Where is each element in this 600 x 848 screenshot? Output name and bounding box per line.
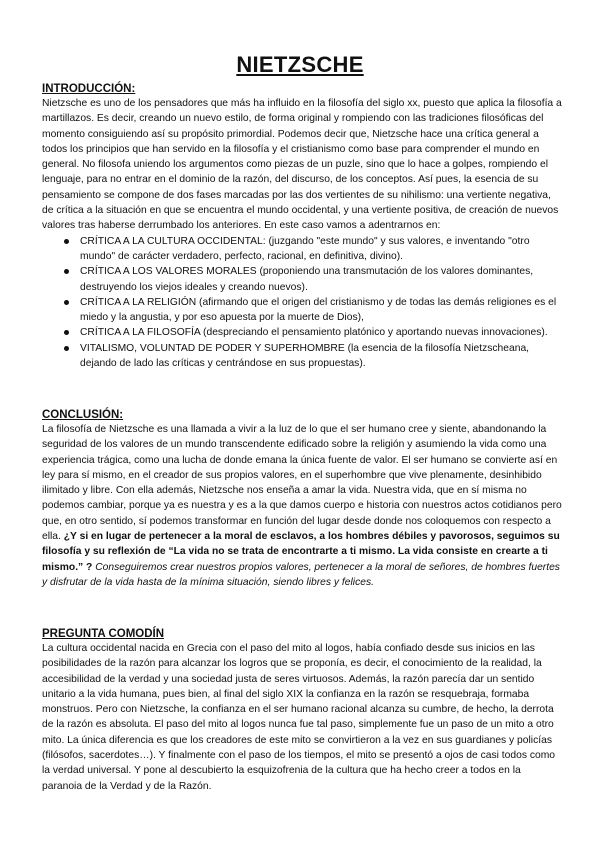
introduccion-list [42,234,562,372]
list-item [80,295,562,326]
list-item [80,325,562,340]
conclusion-section [42,408,562,590]
pregunta-heading: PREGUNTA COMODÍN [42,628,165,640]
list-item [80,234,562,265]
pregunta-paragraph: La cultura occidental nacida en Grecia con el paso del mito al logos, había confiado desde sus inicios en las posibilidades de la razón para alcanzar los logros que se proponía, es decir, el conocimiento de la realidad, la accesibilidad de la verdad y una sociedad justa de seres virtuosos. Además, la razón parecía dar un sentido unitario a la vida humana, pues bien, al final del siglo XIX la confianza en la razón se resquebraja, formaba monstruos. Pero con Nietzsche, la confianza en el ser humano racional alcanza su cumbre, de hecho, la derrota de la razón es absoluta. El paso del mito al logos nunca fue tal paso, simplemente fue un paso de un mito a otro mito. La única diferencia es que los creadores de este mito se convirtieron a la vez en sus guardianes y policías (filósofos, sacerdotes…). Y finalmente con el paso de los tiempos, el mito se presentó a ojos de casi todos como la verdad universal. Y pone al descubierto la esquizofrenia de la cultura que ha hecho creer a todos en la paranoia de la Verdad y de la Razón. [42,643,556,792]
introduccion-heading: INTRODUCCIÓN: [42,83,136,95]
list-item-text: CRÍTICA A LOS VALORES MORALES (proponiendo una transmutación de los valores dominantes, destruyendo los viejos ideales y creando nuevos). [80,266,534,293]
list-item-text: CRÍTICA A LA FILOSOFÍA (despreciando el pensamiento platónico y aportando nuevas innovaciones). [80,327,548,339]
conclusion-text-italic: Conseguiremos crear nuestros propios valores, pertenecer a la moral de señores, de hombres fuertes y disfrutar de la vida hasta de la mínima situación, siendo libres y felices. [42,561,560,588]
list-item [80,341,562,372]
list-item-text: CRÍTICA A LA CULTURA OCCIDENTAL: (juzgando "este mundo" y sus valores, e inventando "otro mundo" de carácter verdadero, perfecto, racional, en definitiva, divino). [80,235,530,262]
list-item-text: CRÍTICA A LA RELIGIÓN (afirmando que el origen del cristianismo y de todas las demás religiones es el miedo y la angustia, y por eso apuesta por la muerte de Dios), [80,296,557,324]
introduccion-section [42,82,562,371]
bullet-icon [64,346,69,351]
conclusion-text-bold: ¿Y si en lugar de pertenecer a la moral de esclavos, a los hombres débiles y pavorosos, seguimos su filosofía y su reflexión de “La vida no se trata de encontrarte a ti mismo. La vida consiste en crearte a ti mismo.” ? [42,531,560,573]
document-title: NIETZSCHE [236,52,364,77]
bullet-icon [64,330,69,335]
introduccion-paragraph: Nietzsche es uno de los pensadores que más ha influido en la filosofía del siglo xx, puesto que aplica la filosofía a martillazos. Es decir, creando un nuevo estilo, de forma original y rompiendo con las tradiciones filosóficas del momento consiguiendo así su propósito primordial. Podemos decir que, Nietzsche hace una crítica general a todos los principios que han servido en la filosofía y el cristianismo como base para comprender el mundo en general. No filosofa uniendo los argumentos como piezas de un puzle, sino que lo hace a golpes, rompiendo el lenguaje, para no entrar en el dominio de la razón, del discurso, de los conceptos. Así pues, la esencia de su pensamiento se compone de dos fases marcadas por las dos vertientes de su nihilismo: una vertiente negativa, de crítica a la situación en que se encuentra el mundo occidental, y una vertiente positiva, de creación de nuevos valores tras haberse derrumbado los anteriores. En este caso vamos a adentrarnos en: [42,98,562,232]
bullet-icon [64,269,69,274]
conclusion-text-plain: La filosofía de Nietzsche es una llamada a vivir a la luz de lo que el ser humano cree y siente, abandonando la seguridad de los valores de un mundo transcendente edificado sobre la religión y asumiendo la vida como una experiencia trágica, como una lucha de donde emana la única fuente de valor. El ser humano se convierte así en ley para sí mismo, en el creador de sus propios valores, en el superhombre que vive plenamente, desinhibido ilimitado y libre. Con ella además, Nietzsche nos enseña a amar la vida. Nuestra vida, que en sí misma no podemos cambiar, porque ya es nuestra y es a la que damos cuerpo e historia con nuestros actos cotidianos pero que, en otro sentido, sí podemos transformar en función del lugar desde donde nos coloquemos con respecto a ella. [42,424,562,543]
bullet-icon [64,300,69,305]
list-item-text: VITALISMO, VOLUNTAD DE PODER Y SUPERHOMBRE (la esencia de la filosofía Nietzscheana, dejando de lado las críticas y centrándose en sus propuestas). [80,342,530,370]
pregunta-section [42,627,562,794]
conclusion-heading: CONCLUSIÓN: [42,409,124,421]
list-item [80,264,562,295]
conclusion-paragraph [42,422,562,590]
bullet-icon [64,239,69,244]
